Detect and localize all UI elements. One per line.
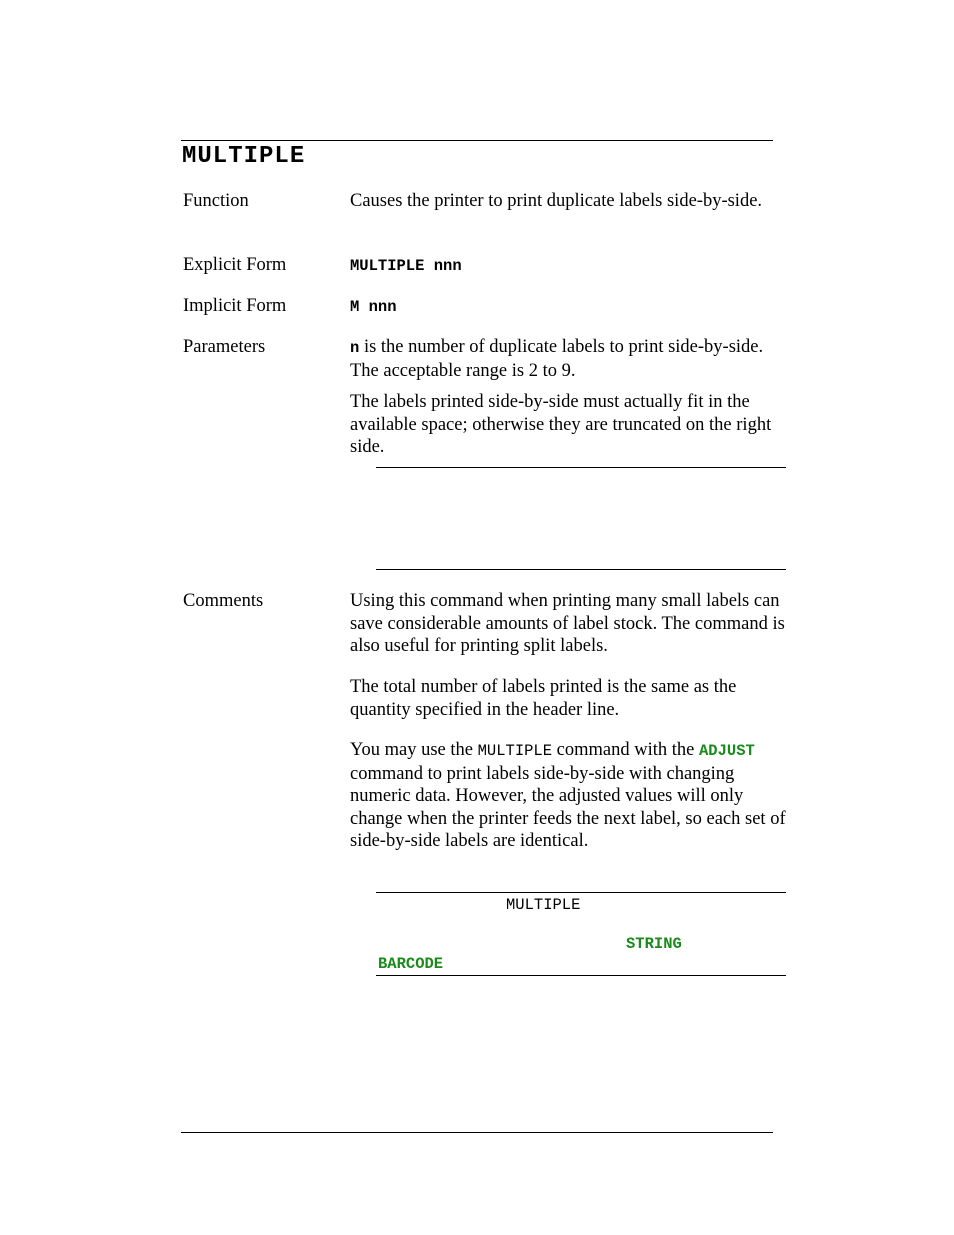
note-box-top-rule: [376, 467, 786, 468]
function-text: Causes the printer to print duplicate labels side-by-side.: [350, 191, 763, 211]
explicit-form-code: MULTIPLE nnn: [350, 257, 462, 275]
page-title: MULTIPLE: [182, 143, 306, 170]
explicit-form-value: [350, 254, 786, 278]
comments-para-3: [350, 739, 786, 853]
para3-part-a: You may use the: [350, 740, 478, 760]
comments-label: Comments: [183, 591, 264, 611]
implicit-form-value: [350, 295, 786, 319]
para3-multiple-command: MULTIPLE: [477, 742, 553, 760]
note-box-bottom-rule: [376, 569, 786, 570]
note-multiple-word: MULTIPLE: [506, 896, 581, 914]
note-box-2-top-rule: [376, 892, 786, 893]
comments-para-1: Using this command when printing many small labels can save considerable amounts of label stock. The command is also useful for printing split labels.: [350, 591, 785, 656]
explicit-form-label: Explicit Form: [183, 255, 287, 275]
comments-para-2: The total number of labels printed is the same as the quantity specified in the header line.: [350, 677, 737, 720]
top-rule: [181, 140, 773, 141]
param-name: n: [350, 339, 360, 357]
parameters-note: The labels printed side-by-side must actually fit in the available space; otherwise they are truncated on the right side.: [350, 392, 772, 457]
footer-rule: [181, 1132, 773, 1133]
function-label: Function: [183, 191, 249, 211]
param-description: is the number of duplicate labels to print side-by-side. The acceptable range is 2 to 9.: [350, 337, 764, 381]
implicit-form-code: M nnn: [350, 298, 397, 316]
adjust-link[interactable]: ADJUST: [699, 742, 755, 760]
implicit-form-label: Implicit Form: [183, 296, 287, 316]
barcode-link[interactable]: BARCODE: [378, 955, 444, 973]
string-link[interactable]: STRING: [626, 935, 682, 953]
para3-part-b: command with the: [552, 740, 699, 760]
para3-part-c: command to print labels side-by-side with changing numeric data. However, the adjusted values will only change when the printer feeds the next label, so each set of side-by-side labels are identical.: [350, 763, 786, 851]
parameters-text: [350, 336, 786, 382]
parameters-label: Parameters: [183, 337, 266, 357]
note-box-2-bottom-rule: [376, 975, 786, 976]
